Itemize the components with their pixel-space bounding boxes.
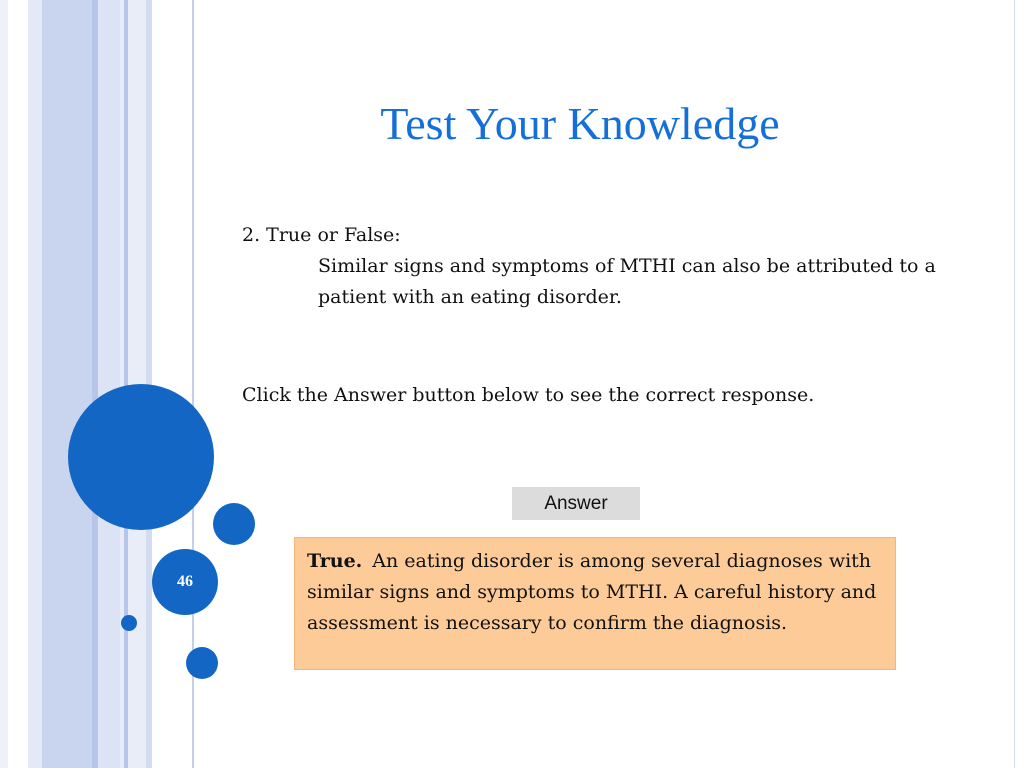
instruction-text: Click the Answer button below to see the correct response.: [242, 384, 815, 406]
question-heading: 2. True or False:: [242, 224, 401, 246]
question-text: Similar signs and symptoms of MTHI can also be attributed to a patient with an eating disorder.: [318, 255, 936, 308]
answer-lead: True.: [307, 550, 363, 572]
decorative-circle-medium: [213, 503, 255, 545]
decorative-stripe: [0, 0, 8, 768]
answer-button[interactable]: Answer: [512, 487, 640, 520]
page-number: 46: [177, 573, 193, 590]
answer-box: [294, 537, 896, 670]
decorative-circle-small: [121, 615, 137, 631]
decorative-circle-large: [68, 384, 214, 530]
answer-text: An eating disorder is among several diagnoses with similar signs and symptoms to MTHI. A careful history and assessment is necessary to confirm the diagnosis.: [307, 550, 877, 634]
decorative-circle-small: [186, 647, 218, 679]
decorative-stripe: [28, 0, 42, 768]
vertical-rule: [1014, 0, 1015, 768]
slide-title: Test Your Knowledge: [380, 98, 780, 149]
decorative-stripe: [98, 0, 120, 768]
decorative-stripe: [42, 0, 92, 768]
